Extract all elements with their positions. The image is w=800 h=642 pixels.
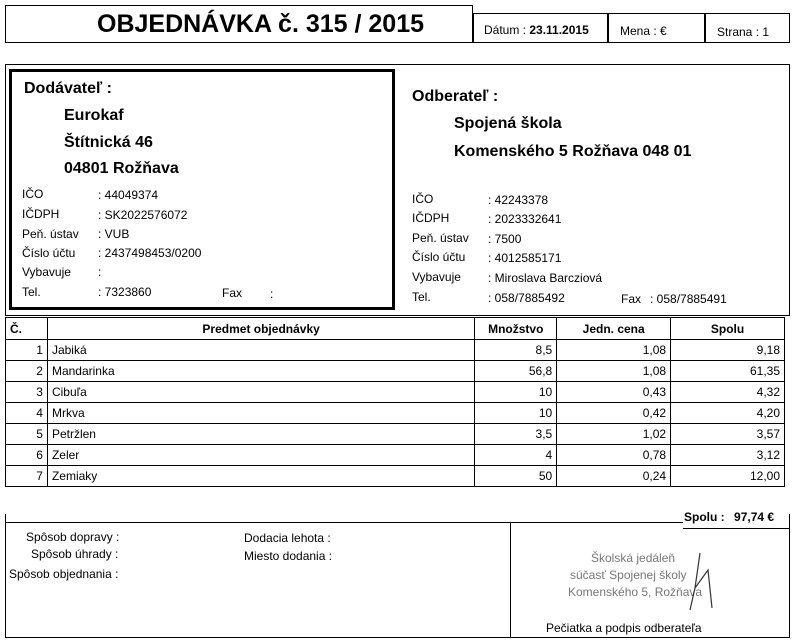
grand-total-value: 97,74 € xyxy=(734,510,775,524)
row-item: Petržlen xyxy=(47,424,474,445)
customer-icdph-label: IČDPH xyxy=(412,211,450,225)
footer-divider xyxy=(510,522,511,638)
row-number: 6 xyxy=(6,445,48,466)
customer-bank-label: Peň. ústav xyxy=(412,231,469,245)
page-label: Strana : xyxy=(717,25,760,39)
customer-account: : 4012585171 xyxy=(488,251,562,265)
row-number: 4 xyxy=(6,403,48,424)
row-unit-price: 0,78 xyxy=(557,445,671,466)
table-row xyxy=(6,403,785,424)
row-unit-price: 1,08 xyxy=(557,361,671,382)
footer-right-line xyxy=(683,528,790,529)
document-title: OBJEDNÁVKA č. 315 / 2015 xyxy=(97,10,425,38)
row-quantity: 3,5 xyxy=(475,424,557,445)
customer-ico-label: IČO xyxy=(412,192,434,206)
grand-total-label: Spolu : xyxy=(684,510,725,524)
delivery-place-label: Miesto dodania : xyxy=(244,549,333,563)
row-quantity: 4 xyxy=(475,445,557,466)
date-label: Dátum : xyxy=(484,23,527,37)
col-quantity-header: Množstvo xyxy=(475,318,557,340)
row-unit-price: 0,42 xyxy=(557,403,671,424)
footer-top-line xyxy=(5,522,683,523)
customer-icdph: : 2023332641 xyxy=(488,212,562,226)
row-number: 1 xyxy=(6,340,48,361)
customer-fax-label: Fax xyxy=(621,292,642,306)
row-total: 61,35 xyxy=(671,361,785,382)
row-unit-price: 1,02 xyxy=(557,424,671,445)
signature-label: Pečiatka a podpis odberateľa xyxy=(546,621,702,635)
row-total: 12,00 xyxy=(671,466,785,487)
row-quantity: 50 xyxy=(475,466,557,487)
row-total: 4,32 xyxy=(671,382,785,403)
row-quantity: 56,8 xyxy=(475,361,557,382)
row-item: Zeler xyxy=(47,445,474,466)
signature-mark xyxy=(660,548,730,618)
stamp-line-2: súčasť Spojenej školy xyxy=(570,568,687,582)
supplier-account-label: Číslo účtu xyxy=(22,246,76,260)
row-number: 2 xyxy=(6,361,48,382)
row-item: Zemiaky xyxy=(47,466,474,487)
page-field xyxy=(717,25,769,39)
delivery-deadline-label: Dodacia lehota : xyxy=(244,531,331,545)
supplier-name: Eurokaf xyxy=(64,107,124,124)
page-value: 1 xyxy=(762,25,770,39)
supplier-fax-label: Fax xyxy=(222,286,243,300)
table-row xyxy=(6,340,785,361)
supplier-ico: : 44049374 xyxy=(98,188,159,202)
customer-handler-label: Vybavuje xyxy=(412,270,461,284)
customer-bank: : 7500 xyxy=(488,232,522,246)
customer-ico: : 42243378 xyxy=(488,193,549,207)
supplier-ico-label: IČO xyxy=(22,187,44,201)
row-number: 5 xyxy=(6,424,48,445)
row-total: 9,18 xyxy=(671,340,785,361)
row-item: Mrkva xyxy=(47,403,474,424)
table-header-row xyxy=(6,318,785,340)
row-total: 3,57 xyxy=(671,424,785,445)
customer-heading: Odberateľ : xyxy=(412,88,499,105)
customer-fax: : 058/7885491 xyxy=(650,292,727,306)
date-field xyxy=(484,23,589,37)
row-unit-price: 1,08 xyxy=(557,340,671,361)
col-number-header: Č. xyxy=(6,318,48,340)
payment-label: Spôsob úhrady : xyxy=(31,547,119,561)
items-table xyxy=(5,317,785,487)
row-number: 3 xyxy=(6,382,48,403)
supplier-city: 04801 Rožňava xyxy=(64,160,179,177)
row-unit-price: 0,43 xyxy=(557,382,671,403)
col-total-header: Spolu xyxy=(671,318,785,340)
currency-field xyxy=(620,24,667,38)
date-value: 23.11.2015 xyxy=(529,23,589,37)
row-total: 4,20 xyxy=(671,403,785,424)
supplier-bank-label: Peň. ústav xyxy=(22,227,79,241)
row-quantity: 10 xyxy=(475,403,557,424)
row-quantity: 10 xyxy=(475,382,557,403)
row-total: 3,12 xyxy=(671,445,785,466)
col-item-header: Predmet objednávky xyxy=(47,318,474,340)
table-row xyxy=(6,466,785,487)
customer-address: Komenského 5 Rožňava 048 01 xyxy=(454,143,692,160)
row-item: Cibuľa xyxy=(47,382,474,403)
table-row xyxy=(6,424,785,445)
table-row xyxy=(6,445,785,466)
customer-handler: : Miroslava Barcziová xyxy=(488,271,603,285)
row-item: Mandarinka xyxy=(47,361,474,382)
customer-name: Spojená škola xyxy=(454,115,562,132)
stamp-line-3: Komenského 5, Rožňava xyxy=(568,585,703,599)
supplier-account: : 2437498453/0200 xyxy=(98,246,202,260)
row-number: 7 xyxy=(6,466,48,487)
supplier-icdph-label: IČDPH xyxy=(22,207,60,221)
supplier-tel: : 7323860 xyxy=(98,285,152,299)
supplier-icdph: : SK2022576072 xyxy=(98,208,188,222)
row-item: Jabiká xyxy=(47,340,474,361)
supplier-bank: : VUB xyxy=(98,227,130,241)
row-quantity: 8,5 xyxy=(475,340,557,361)
customer-tel-label: Tel. xyxy=(412,290,431,304)
supplier-heading: Dodávateľ : xyxy=(24,80,112,97)
currency-value: € xyxy=(660,24,667,38)
supplier-handler-label: Vybavuje xyxy=(22,265,71,279)
supplier-street: Štítnická 46 xyxy=(64,134,153,151)
supplier-handler: : xyxy=(98,265,102,279)
supplier-fax: : xyxy=(270,287,274,301)
table-row xyxy=(6,382,785,403)
customer-tel: : 058/7885492 xyxy=(488,291,565,305)
supplier-tel-label: Tel. xyxy=(22,285,41,299)
stamp-line-1: Školská jedáleň xyxy=(591,551,676,565)
col-unit-price-header: Jedn. cena xyxy=(557,318,671,340)
transport-label: Spôsob dopravy : xyxy=(26,530,120,544)
row-unit-price: 0,24 xyxy=(557,466,671,487)
currency-label: Mena : xyxy=(620,24,657,38)
customer-account-label: Číslo účtu xyxy=(412,250,466,264)
ordering-label: Spôsob objednania : xyxy=(9,567,119,581)
table-row xyxy=(6,361,785,382)
